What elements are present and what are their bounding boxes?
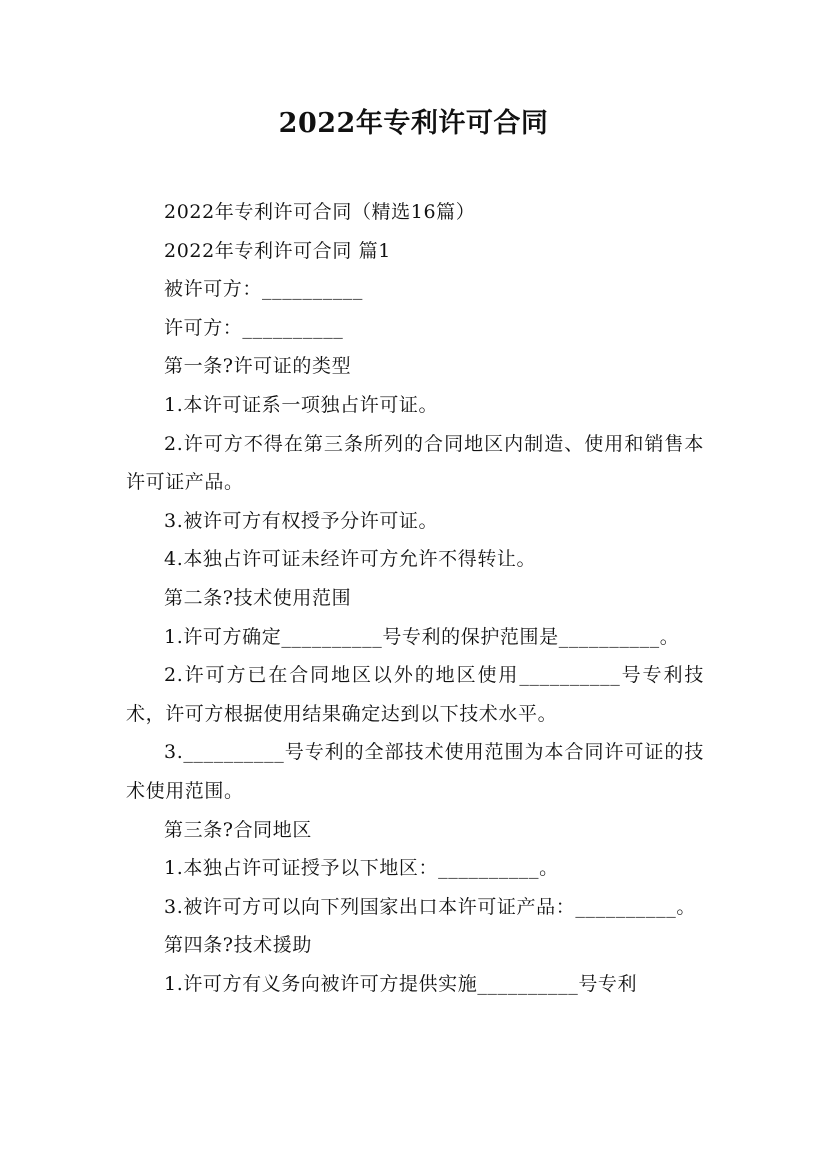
- paragraph-article-4-item-1: 1.许可方有义务向被许可方提供实施__________号专利: [164, 972, 638, 995]
- paragraph-article-1: 第一条?许可证的类型: [164, 355, 352, 378]
- paragraph-article-1-item-1: 1.本许可证系一项独占许可证。: [164, 393, 439, 416]
- paragraph-licensor: 许可方：__________: [164, 316, 344, 339]
- paragraph-article-2-item-1: 1.许可方确定__________号专利的保护范围是__________。: [164, 625, 680, 648]
- paragraph-article-3: 第三条?合同地区: [164, 818, 312, 841]
- paragraph-article-2-item-3: 3.__________号专利的全部技术使用范围为本合同许可证的技术使用范围。: [126, 741, 704, 802]
- document-title: 2022年专利许可合同: [278, 108, 549, 139]
- paragraph-section-heading: 2022年专利许可合同 篇1: [164, 239, 391, 262]
- document-body: [126, 193, 704, 1003]
- paragraph-article-2-item-2: 2.许可方已在合同地区以外的地区使用__________号专利技术，许可方根据使用结果确定达到以下技术水平。: [126, 664, 704, 725]
- paragraph-article-1-item-2: 2.许可方不得在第三条所列的合同地区内制造、使用和销售本许可证产品。: [126, 432, 704, 494]
- paragraph-article-1-item-4: 4.本独占许可证未经许可方允许不得转让。: [164, 548, 537, 571]
- paragraph-article-3-item-1: 1.本独占许可证授予以下地区：__________。: [164, 857, 559, 880]
- paragraph-article-3-item-3: 3.被许可方可以向下列国家出口本许可证产品：__________。: [164, 895, 696, 918]
- paragraph-licensee: 被许可方：__________: [164, 278, 364, 301]
- paragraph-subtitle: 2022年专利许可合同（精选16篇）: [164, 201, 476, 223]
- paragraph-article-4: 第四条?技术援助: [164, 934, 312, 957]
- paragraph-article-2: 第二条?技术使用范围: [164, 586, 352, 609]
- paragraph-article-1-item-3: 3.被许可方有权授予分许可证。: [164, 509, 439, 532]
